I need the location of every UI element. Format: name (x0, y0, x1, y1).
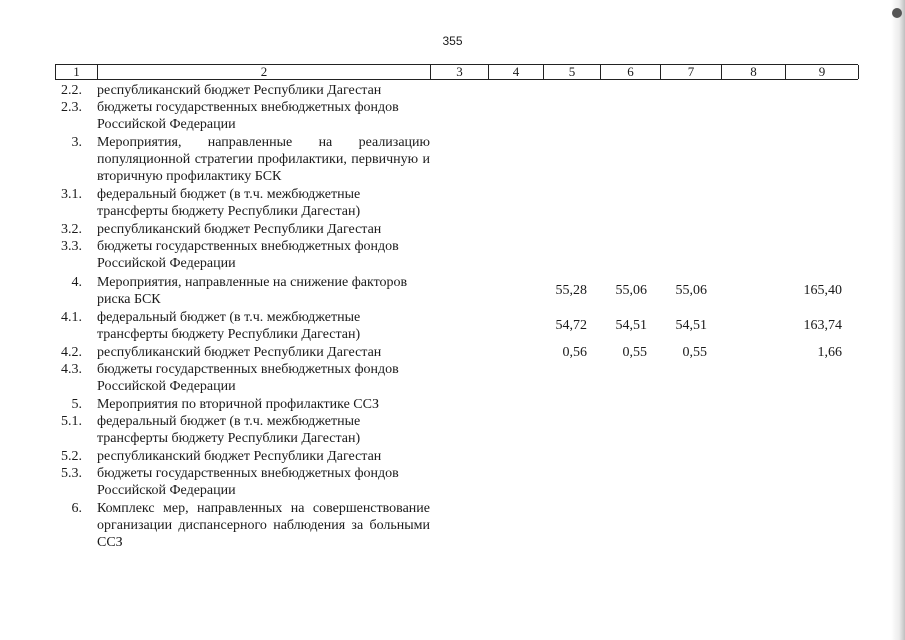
page-number: 355 (442, 34, 463, 48)
cell-col-9: 163,74 (803, 318, 842, 333)
row-text: Мероприятия по вторичной профилактике ССЗ (97, 397, 379, 412)
cell-col-6: 0,55 (622, 345, 647, 360)
cell-col-9: 165,40 (803, 283, 842, 298)
row-number: 3.2. (61, 222, 82, 237)
cell-col-5: 0,56 (562, 345, 587, 360)
header-col-5: 5 (544, 65, 601, 79)
cell-col-5: 54,72 (555, 318, 587, 333)
row-number: 2.2. (61, 83, 82, 98)
header-col-8: 8 (722, 65, 786, 79)
scan-edge-shadow (891, 0, 905, 640)
row-text: республиканский бюджет Республики Дагестан (97, 83, 382, 98)
row-text: федеральный бюджет (в т.ч. межбюджетные трансферты бюджету Республики Дагестан) (97, 187, 361, 219)
row-text: федеральный бюджет (в т.ч. межбюджетные трансферты бюджету Республики Дагестан) (97, 414, 361, 446)
header-col-6: 6 (601, 65, 661, 79)
row-number: 5.3. (61, 466, 82, 481)
row-text: бюджеты государственных внебюджетных фондов Российской Федерации (97, 362, 399, 394)
row-number: 3.1. (61, 187, 82, 202)
row-text: бюджеты государственных внебюджетных фондов Российской Федерации (97, 239, 399, 271)
row-number: 4.1. (61, 310, 82, 325)
row-number: 5. (71, 397, 82, 412)
row-text: Комплекс мер, направленных на совершенствование организации диспансерного наблюдения за больными ССЗ (97, 501, 430, 550)
row-text: республиканский бюджет Республики Дагестан (97, 449, 382, 464)
scan-artifact-dot (892, 8, 902, 18)
row-number: 5.1. (61, 414, 82, 429)
row-number: 2.3. (61, 100, 82, 115)
row-text: бюджеты государственных внебюджетных фондов Российской Федерации (97, 100, 399, 132)
cell-col-9: 1,66 (817, 345, 842, 360)
cell-col-5: 55,28 (555, 283, 587, 298)
row-text: Мероприятия, направленные на реализацию популяционной стратегии профилактики, первичную и вторичную профилактику БСК (97, 135, 430, 184)
row-text: федеральный бюджет (в т.ч. межбюджетные трансферты бюджету Республики Дагестан) (97, 310, 361, 342)
cell-col-7: 54,51 (675, 318, 707, 333)
row-text: республиканский бюджет Республики Дагестан (97, 222, 382, 237)
row-number: 4. (71, 275, 82, 290)
header-col-1: 1 (56, 65, 98, 79)
row-text: бюджеты государственных внебюджетных фондов Российской Федерации (97, 466, 399, 498)
row-number: 3.3. (61, 239, 82, 254)
row-text: Мероприятия, направленные на снижение факторов риска БСК (97, 275, 408, 307)
header-col-7: 7 (661, 65, 722, 79)
header-col-2: 2 (98, 65, 431, 79)
header-col-3: 3 (431, 65, 489, 79)
header-col-4: 4 (489, 65, 544, 79)
cell-col-6: 55,06 (615, 283, 647, 298)
cell-col-7: 0,55 (682, 345, 707, 360)
cell-col-6: 54,51 (615, 318, 647, 333)
table-header (55, 64, 858, 80)
row-text: республиканский бюджет Республики Дагестан (97, 345, 382, 360)
cell-col-7: 55,06 (675, 283, 707, 298)
header-col-9: 9 (786, 65, 859, 79)
row-number: 3. (71, 135, 82, 150)
row-number: 5.2. (61, 449, 82, 464)
row-number: 4.2. (61, 345, 82, 360)
row-number: 4.3. (61, 362, 82, 377)
row-number: 6. (71, 501, 82, 516)
